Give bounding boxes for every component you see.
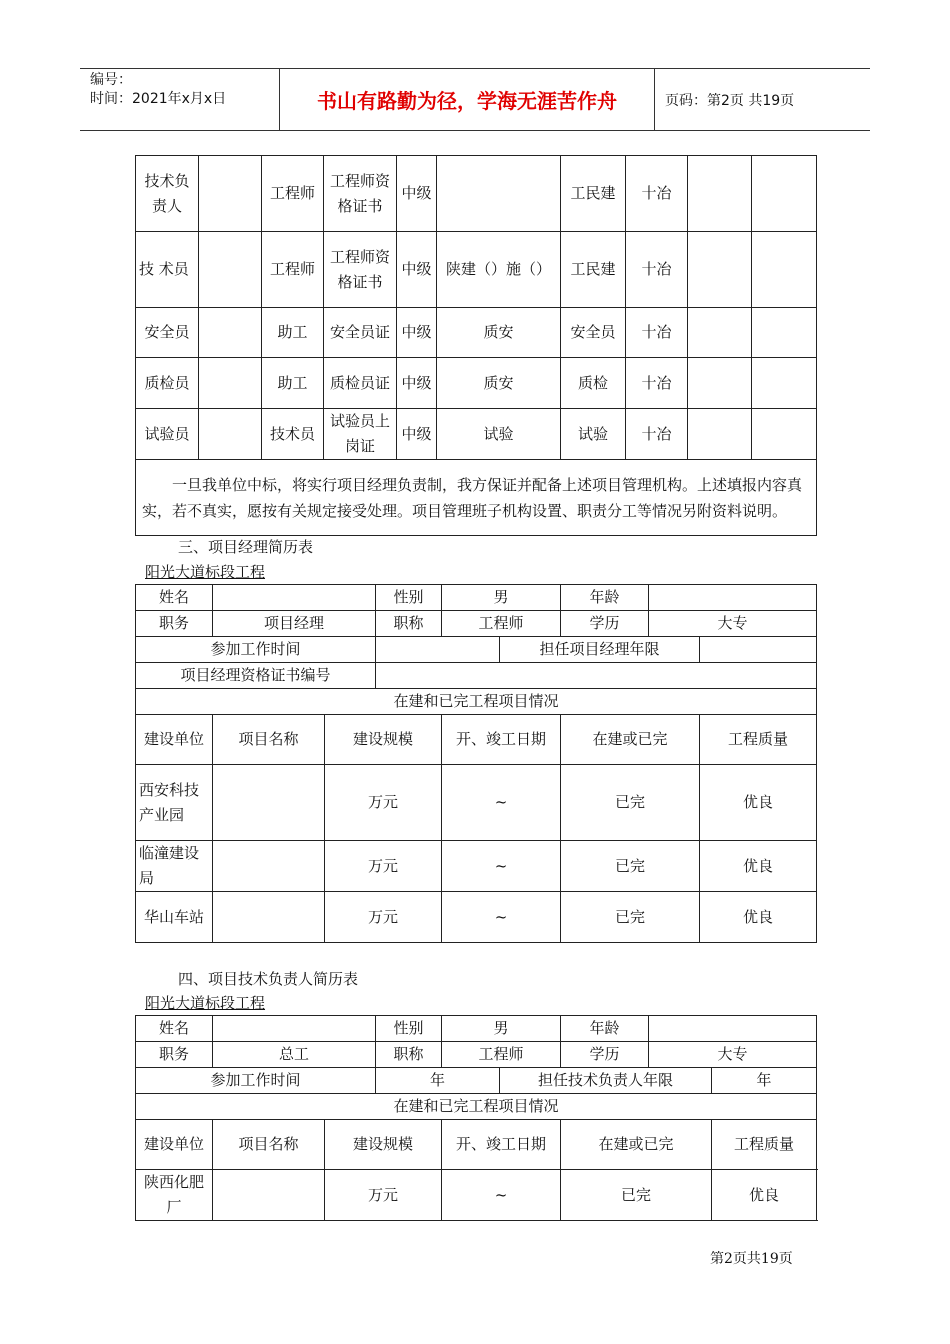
project-name-cell <box>213 1170 325 1221</box>
age-label: 年龄 <box>561 585 649 611</box>
table-row <box>136 460 817 536</box>
status-cell: 已完 <box>561 1170 712 1221</box>
role-cell: 试验员 <box>136 409 199 460</box>
table-row <box>136 1170 817 1221</box>
col-header: 工程质量 <box>700 715 817 765</box>
dates-cell: ~ <box>442 841 561 892</box>
unit-cell: 西安科技产业园 <box>136 765 213 841</box>
title-value: 工程师 <box>442 611 561 637</box>
table-row <box>136 637 817 663</box>
table-header-row <box>136 715 817 765</box>
cert-cell: 试验员上岗证 <box>324 409 397 460</box>
age-label: 年龄 <box>561 1016 649 1042</box>
scale-cell: 万元 <box>325 841 442 892</box>
scale-cell: 万元 <box>325 1170 442 1221</box>
project-name-cell <box>213 765 325 841</box>
qual-cell: 陕建（）施（） <box>437 232 561 308</box>
education-value: 大专 <box>649 611 817 637</box>
table-row <box>136 409 817 460</box>
table-row <box>136 892 817 943</box>
col-header: 建设单位 <box>136 715 213 765</box>
tech-years-value: 年 <box>712 1068 817 1094</box>
position-label: 职务 <box>136 1042 213 1068</box>
major-cell: 工民建 <box>561 156 626 232</box>
qual-cell: 试验 <box>437 409 561 460</box>
title-cell: 工程师 <box>262 232 324 308</box>
role-cell: 质检员 <box>136 358 199 409</box>
dates-cell: ~ <box>442 1170 561 1221</box>
quality-cell: 优良 <box>700 765 817 841</box>
scale-cell: 万元 <box>325 765 442 841</box>
table-row <box>136 308 817 358</box>
quality-cell: 优良 <box>700 892 817 943</box>
role-cell: 技 术员 <box>136 232 199 308</box>
table-row <box>136 1042 817 1068</box>
unit-cell: 十冶 <box>626 358 688 409</box>
unit-cell: 十冶 <box>626 409 688 460</box>
page-header <box>80 68 870 131</box>
unit-cell: 临潼建设局 <box>136 841 213 892</box>
staff-table <box>135 155 817 536</box>
table-row <box>136 689 817 715</box>
header-meta <box>80 69 280 130</box>
level-cell: 中级 <box>397 308 437 358</box>
scale-cell: 万元 <box>325 892 442 943</box>
position-label: 职务 <box>136 611 213 637</box>
col-header: 建设单位 <box>136 1120 213 1170</box>
table-row <box>136 765 817 841</box>
cert-cell: 工程师资格证书 <box>324 232 397 308</box>
position-value: 总工 <box>213 1042 376 1068</box>
col-header: 在建或已完 <box>561 1120 712 1170</box>
section4-heading: 四、项目技术负责人简历表 <box>178 970 359 988</box>
col-header: 建设规模 <box>325 715 442 765</box>
quality-cell: 优良 <box>712 1170 817 1221</box>
major-cell: 安全员 <box>561 308 626 358</box>
table-row <box>136 1068 817 1094</box>
table-row <box>136 663 817 689</box>
qual-cell: 质安 <box>437 308 561 358</box>
section3-heading: 三、项目经理简历表 <box>178 538 314 556</box>
table-row <box>136 156 817 232</box>
col-header: 工程质量 <box>712 1120 817 1170</box>
cert-cell: 安全员证 <box>324 308 397 358</box>
dates-cell: ~ <box>442 765 561 841</box>
education-value: 大专 <box>649 1042 817 1068</box>
quality-cell: 优良 <box>700 841 817 892</box>
name-label: 姓名 <box>136 1016 213 1042</box>
education-label: 学历 <box>561 1042 649 1068</box>
unit-cell: 陕西化肥厂 <box>136 1170 213 1221</box>
status-cell: 已完 <box>561 892 700 943</box>
gender-label: 性别 <box>376 1016 442 1042</box>
commitment-note: 一旦我单位中标，将实行项目经理负责制，我方保证并配备上述项目管理机构。上述填报内容真实，若不真实，愿按有关规定接受处理。项目管理班子机构设置、职责分工等情况另附资料说明。 <box>136 460 817 536</box>
doc-time-label: 时间：2021年x月x日 <box>90 91 227 107</box>
major-cell: 试验 <box>561 409 626 460</box>
unit-cell: 十冶 <box>626 156 688 232</box>
title-cell: 助工 <box>262 308 324 358</box>
gender-label: 性别 <box>376 585 442 611</box>
title-value: 工程师 <box>442 1042 561 1068</box>
title-cell: 工程师 <box>262 156 324 232</box>
unit-cell: 十冶 <box>626 308 688 358</box>
table-header-row <box>136 1120 817 1170</box>
table-row <box>136 585 817 611</box>
project-name-cell <box>213 892 325 943</box>
dates-cell: ~ <box>442 892 561 943</box>
col-header: 项目名称 <box>213 715 325 765</box>
level-cell: 中级 <box>397 358 437 409</box>
section4-project: 阳光大道标段工程 <box>145 994 266 1012</box>
pm-resume-table <box>135 584 817 943</box>
title-cell: 助工 <box>262 358 324 409</box>
table-row <box>136 1094 817 1120</box>
title-label: 职称 <box>376 1042 442 1068</box>
table-row <box>136 611 817 637</box>
qual-cell: 质安 <box>437 358 561 409</box>
qual-cell <box>437 156 561 232</box>
level-cell: 中级 <box>397 409 437 460</box>
doc-code-label: 编号： <box>90 72 132 88</box>
cert-no-label: 项目经理资格证书编号 <box>136 663 376 689</box>
position-value: 项目经理 <box>213 611 376 637</box>
work-start-value: 年 <box>376 1068 500 1094</box>
name-label: 姓名 <box>136 585 213 611</box>
col-header: 在建或已完 <box>561 715 700 765</box>
table-row <box>136 1016 817 1042</box>
col-header: 开、竣工日期 <box>442 715 561 765</box>
page-footer: 第2页共19页 <box>710 1251 793 1267</box>
major-cell: 质检 <box>561 358 626 409</box>
header-page-info: 页码：第2页 共19页 <box>665 92 795 109</box>
pm-years-label: 担任项目经理年限 <box>500 637 700 663</box>
tech-lead-resume-table <box>135 1015 817 1221</box>
status-cell: 已完 <box>561 765 700 841</box>
tech-years-label: 担任技术负责人年限 <box>500 1068 712 1094</box>
gender-value: 男 <box>442 1016 561 1042</box>
gender-value: 男 <box>442 585 561 611</box>
col-header: 项目名称 <box>213 1120 325 1170</box>
role-cell: 安全员 <box>136 308 199 358</box>
col-header: 建设规模 <box>325 1120 442 1170</box>
level-cell: 中级 <box>397 156 437 232</box>
section3-project: 阳光大道标段工程 <box>145 563 266 581</box>
table-row <box>136 358 817 409</box>
title-cell: 技术员 <box>262 409 324 460</box>
level-cell: 中级 <box>397 232 437 308</box>
col-header: 开、竣工日期 <box>442 1120 561 1170</box>
education-label: 学历 <box>561 611 649 637</box>
cert-cell: 工程师资格证书 <box>324 156 397 232</box>
work-start-label: 参加工作时间 <box>136 1068 376 1094</box>
role-cell: 技术负责人 <box>136 156 199 232</box>
work-start-label: 参加工作时间 <box>136 637 376 663</box>
major-cell: 工民建 <box>561 232 626 308</box>
header-motto: 书山有路勤为径，学海无涯苦作舟 <box>280 69 655 130</box>
status-cell: 已完 <box>561 841 700 892</box>
project-name-cell <box>213 841 325 892</box>
cert-cell: 质检员证 <box>324 358 397 409</box>
title-label: 职称 <box>376 611 442 637</box>
projects-heading: 在建和已完工程项目情况 <box>136 1094 817 1120</box>
table-row <box>136 841 817 892</box>
unit-cell: 华山车站 <box>136 892 213 943</box>
unit-cell: 十冶 <box>626 232 688 308</box>
table-row <box>136 232 817 308</box>
projects-heading: 在建和已完工程项目情况 <box>136 689 817 715</box>
